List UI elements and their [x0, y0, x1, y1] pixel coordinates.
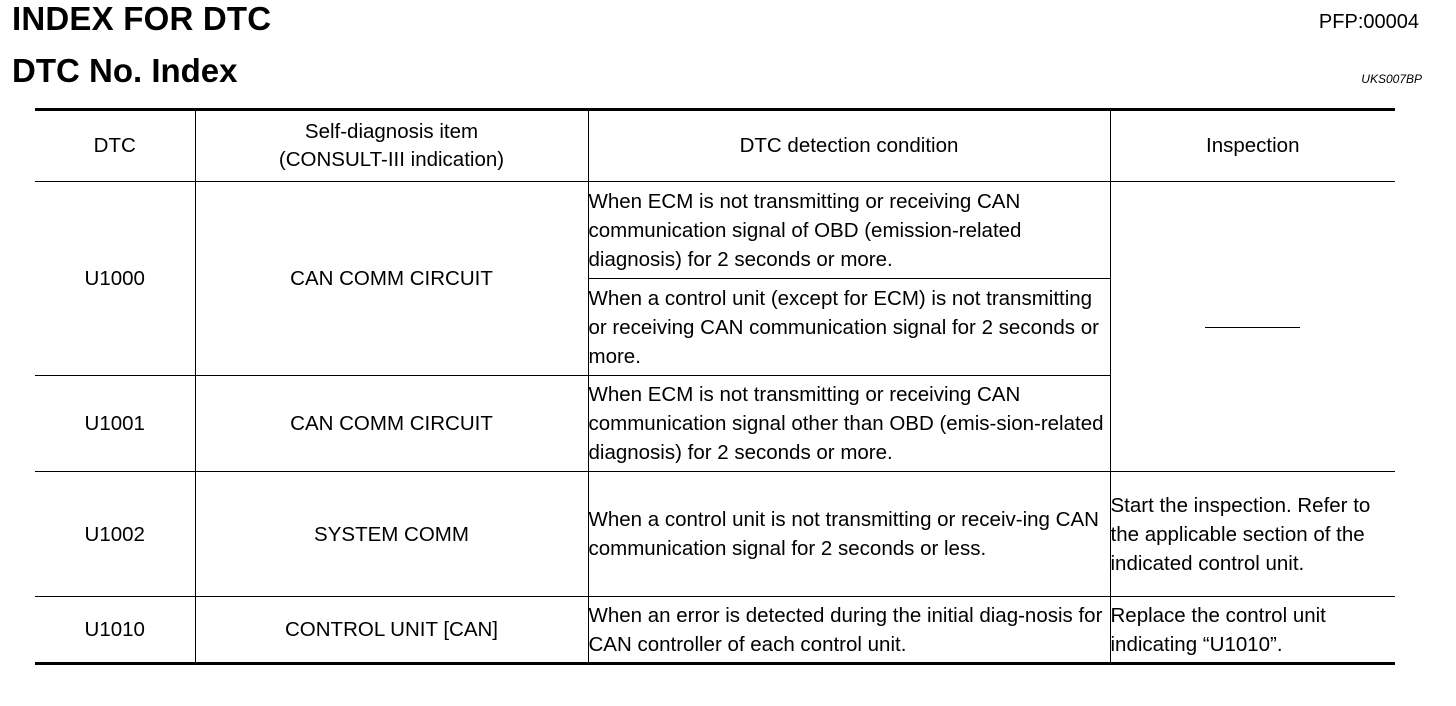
self-diagnosis-item: SYSTEM COMM [195, 472, 588, 597]
header-inspection: Inspection [1110, 110, 1395, 182]
inspection-none [1110, 182, 1395, 472]
self-diagnosis-item: CONTROL UNIT [CAN] [195, 597, 588, 664]
table-header-row [35, 110, 1395, 182]
inspection: Start the inspection. Refer to the applicable section of the indicated control unit. [1110, 472, 1395, 597]
dash-mark [1205, 327, 1300, 328]
part-code: PFP:00004 [1318, 11, 1419, 33]
dtc-index-table [35, 108, 1395, 665]
header-self-diagnosis-item [195, 110, 588, 182]
header-detection-condition: DTC detection condition [588, 110, 1110, 182]
detection-condition: When a control unit is not transmitting or receiv-ing CAN communication signal for 2 seconds or less. [588, 472, 1110, 597]
header-item-line1: Self-diagnosis item [304, 120, 479, 143]
dtc-code: U1002 [35, 472, 195, 597]
dtc-code: U1000 [35, 182, 195, 376]
detection-condition: When ECM is not transmitting or receiving CAN communication signal of OBD (emission-related diagnosis) for 2 seconds or more. [588, 182, 1110, 279]
table-row [35, 182, 1395, 279]
header-item-line2: (CONSULT-III indication) [278, 148, 505, 171]
dtc-code: U1010 [35, 597, 195, 664]
table-row [35, 472, 1395, 597]
reference-code: UKS007BP [1361, 72, 1422, 86]
detection-condition: When a control unit (except for ECM) is not transmitting or receiving CAN communication signal for 2 seconds or more. [588, 279, 1110, 376]
page-title: INDEX FOR DTC [12, 0, 272, 37]
detection-condition: When an error is detected during the initial diag-nosis for CAN controller of each control unit. [588, 597, 1110, 664]
detection-condition: When ECM is not transmitting or receiving CAN communication signal other than OBD (emis-sion-related diagnosis) for 2 seconds or more. [588, 376, 1110, 472]
section-title: DTC No. Index [12, 52, 238, 89]
table-row [35, 597, 1395, 664]
dtc-code: U1001 [35, 376, 195, 472]
header-dtc: DTC [35, 110, 195, 182]
inspection: Replace the control unit indicating “U1010”. [1110, 597, 1395, 664]
self-diagnosis-item: CAN COMM CIRCUIT [195, 376, 588, 472]
self-diagnosis-item: CAN COMM CIRCUIT [195, 182, 588, 376]
